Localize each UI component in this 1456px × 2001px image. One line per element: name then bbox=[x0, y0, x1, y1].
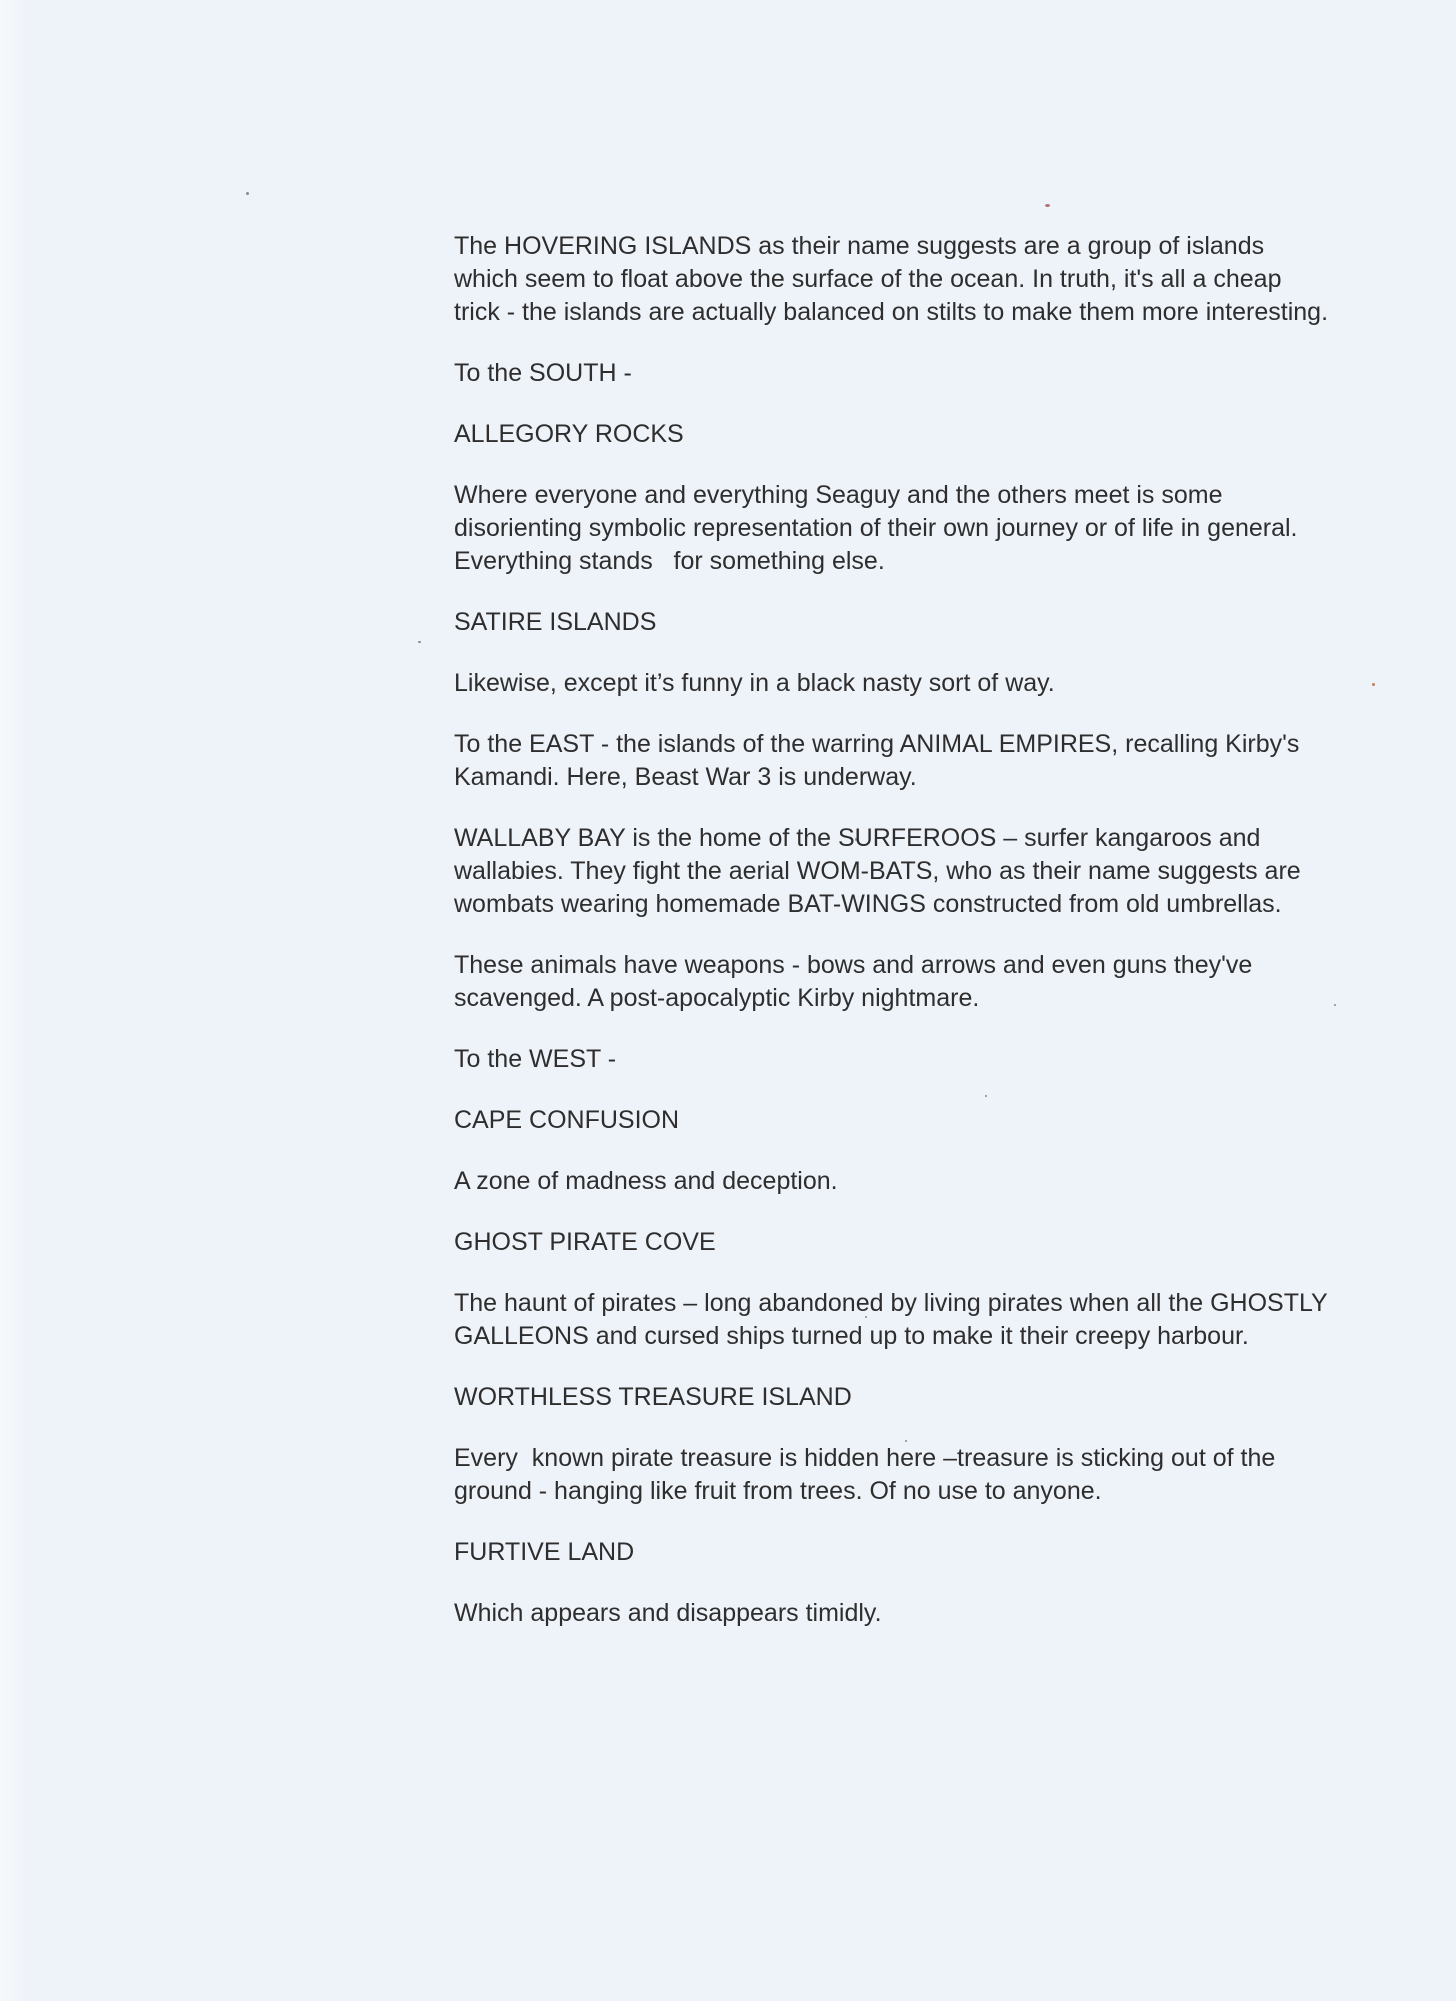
scan-speck bbox=[1372, 683, 1375, 686]
heading-ghost-pirate-cove: GHOST PIRATE COVE bbox=[454, 1228, 716, 1256]
page-edge-shadow bbox=[0, 0, 30, 2001]
scan-speck bbox=[246, 192, 249, 195]
cape-confusion-paragraph: A zone of madness and deception. bbox=[454, 1167, 838, 1195]
section-west: To the WEST - bbox=[454, 1045, 617, 1073]
wallaby-bay-paragraph: WALLABY BAY is the home of the SURFEROOS – surfer kangaroos and wallabies. They fight the aerial WOM-BATS, who as their name suggests are wombats wearing homemade BAT-WINGS constructed from old umbrellas. bbox=[454, 824, 1308, 918]
scan-speck bbox=[418, 641, 421, 643]
ghost-pirate-cove-paragraph: The haunt of pirates – long abandoned by living pirates when all the GHOSTLY GALLEONS and cursed ships turned up to make it their creepy harbour. bbox=[454, 1289, 1335, 1350]
scan-speck bbox=[1334, 1004, 1336, 1006]
furtive-land-paragraph: Which appears and disappears timidly. bbox=[454, 1599, 882, 1627]
allegory-rocks-paragraph: Where everyone and everything Seaguy and the others meet is some disorienting symbolic representation of their own journey or of life in general. Everything stands for something else. bbox=[454, 481, 1305, 575]
scan-speck bbox=[1045, 204, 1050, 207]
worthless-treasure-island-paragraph: Every known pirate treasure is hidden here –treasure is sticking out of the ground - hanging like fruit from trees. Of no use to anyone. bbox=[454, 1444, 1283, 1505]
weapons-paragraph: These animals have weapons - bows and arrows and even guns they've scavenged. A post-apocalyptic Kirby nightmare. bbox=[454, 951, 1260, 1012]
heading-satire-islands: SATIRE ISLANDS bbox=[454, 608, 657, 636]
intro-paragraph: The HOVERING ISLANDS as their name suggests are a group of islands which seem to float above the surface of the ocean. In truth, it's all a cheap trick - the islands are actually balanced on stilts to make them more interesting. bbox=[454, 232, 1329, 326]
satire-islands-paragraph: Likewise, except it’s funny in a black nasty sort of way. bbox=[454, 669, 1055, 697]
section-east-paragraph: To the EAST - the islands of the warring ANIMAL EMPIRES, recalling Kirby's Kamandi. Here, Beast War 3 is underway. bbox=[454, 730, 1307, 791]
heading-allegory-rocks: ALLEGORY ROCKS bbox=[454, 420, 684, 448]
body-text bbox=[454, 230, 1334, 1658]
heading-worthless-treasure-island: WORTHLESS TREASURE ISLAND bbox=[454, 1383, 852, 1411]
heading-furtive-land: FURTIVE LAND bbox=[454, 1538, 635, 1566]
heading-cape-confusion: CAPE CONFUSION bbox=[454, 1106, 680, 1134]
section-south: To the SOUTH - bbox=[454, 359, 632, 387]
